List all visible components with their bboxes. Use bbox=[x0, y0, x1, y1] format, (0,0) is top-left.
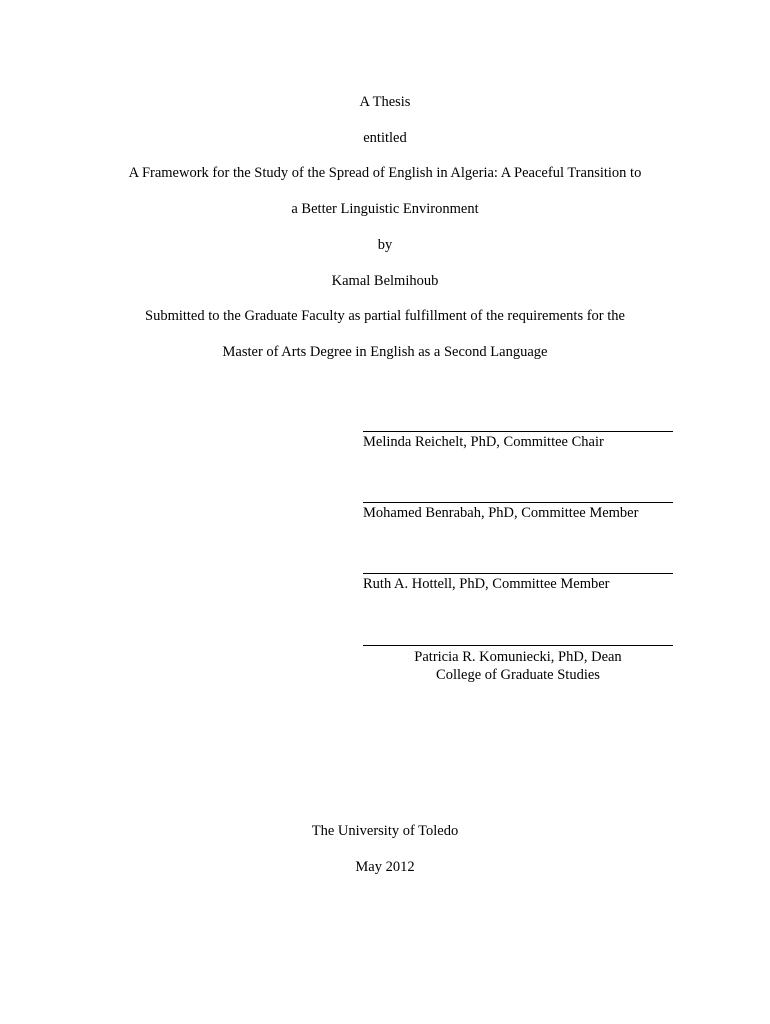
signature-line bbox=[363, 645, 673, 646]
submission-statement-line-2: Master of Arts Degree in English as a Second Language bbox=[222, 344, 548, 360]
signatory-name: Mohamed Benrabah, PhD, Committee Member bbox=[363, 505, 639, 521]
signature-line bbox=[363, 502, 673, 503]
entitled-label: entitled bbox=[363, 130, 407, 146]
signatory-name: Patricia R. Komuniecki, PhD, Dean bbox=[414, 649, 622, 665]
signature-block-member-2 bbox=[363, 573, 673, 593]
signature-line bbox=[363, 431, 673, 432]
signatory-name: Melinda Reichelt, PhD, Committee Chair bbox=[363, 434, 604, 450]
thesis-title-line-2: a Better Linguistic Environment bbox=[291, 201, 479, 217]
institution-name: The University of Toledo bbox=[311, 823, 459, 839]
submission-date: May 2012 bbox=[355, 859, 415, 875]
signature-line bbox=[363, 573, 673, 574]
signature-block-member-1 bbox=[363, 502, 673, 522]
thesis-title-line-1: A Framework for the Study of the Spread of English in Algeria: A Peaceful Transition to bbox=[128, 165, 642, 181]
signature-block-chair bbox=[363, 431, 673, 451]
signature-block-dean bbox=[363, 645, 673, 684]
signatory-name: Ruth A. Hottell, PhD, Committee Member bbox=[363, 576, 610, 592]
document-type: A Thesis bbox=[359, 94, 411, 110]
by-label: by bbox=[377, 237, 393, 253]
signatory-office: College of Graduate Studies bbox=[436, 667, 600, 683]
submission-statement-line-1: Submitted to the Graduate Faculty as partial fulfillment of the requirements for the bbox=[145, 308, 625, 324]
author-name: Kamal Belmihoub bbox=[331, 273, 439, 289]
